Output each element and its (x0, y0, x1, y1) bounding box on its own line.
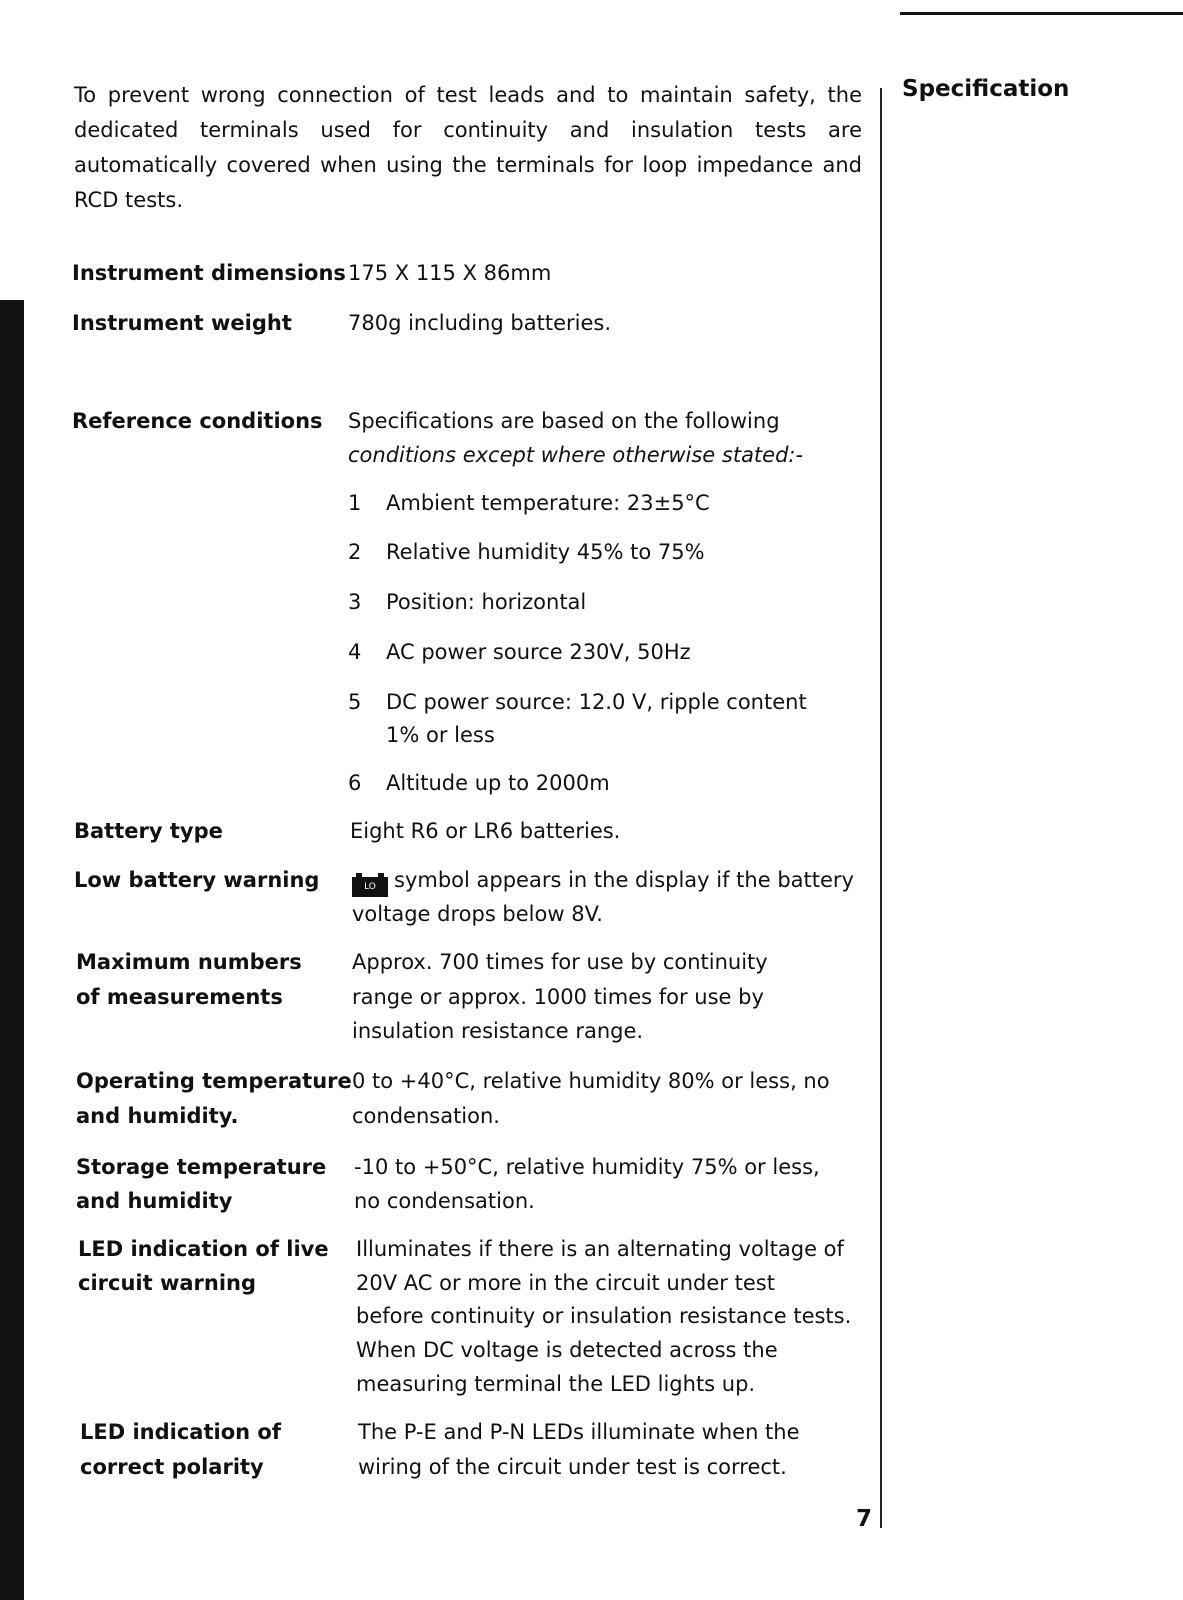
operating-line: condensation. (352, 1104, 500, 1128)
led-polarity-line: The P-E and P-N LEDs illuminate when the (358, 1420, 800, 1444)
reference-item: 1 Ambient temperature: 23±5°C (348, 491, 710, 515)
storage-label-2: and humidity (76, 1189, 233, 1213)
weight-label: Instrument weight (72, 311, 292, 335)
low-battery-label: Low battery warning (74, 868, 320, 892)
storage-line: no condensation. (354, 1189, 535, 1213)
led-live-line: Illuminates if there is an alternating voltage of (356, 1237, 844, 1261)
max-measurements-label-2: of measurements (76, 985, 283, 1009)
intro-paragraph: To prevent wrong connection of test leads and to maintain safety, the dedicated terminals used for continuity and insulation tests are automatically covered when using the terminals for loop impedance and RCD tests. (74, 83, 862, 212)
storage-line: -10 to +50°C, relative humidity 75% or less, (354, 1155, 820, 1179)
low-battery-value-2: voltage drops below 8V. (352, 902, 603, 926)
led-live-label-2: circuit warning (78, 1271, 257, 1295)
reference-label: Reference conditions (72, 409, 323, 433)
led-live-label: LED indication of live (78, 1237, 329, 1261)
battery-type-value: Eight R6 or LR6 batteries. (350, 819, 621, 843)
column-divider (880, 88, 882, 1528)
max-measurements-label: Maximum numbers (76, 950, 302, 974)
binding-edge (0, 300, 24, 1600)
led-live-line: before continuity or insulation resistance tests. (356, 1304, 852, 1328)
reference-item-continuation: 1% or less (386, 723, 495, 747)
top-rule (900, 12, 1183, 15)
low-battery-value: LO symbol appears in the display if the battery (352, 863, 854, 897)
led-live-line: measuring terminal the LED lights up. (356, 1372, 756, 1396)
reference-intro: Specifications are based on the following (348, 409, 780, 433)
reference-item: 2 Relative humidity 45% to 75% (348, 540, 705, 564)
weight-value: 780g including batteries. (348, 311, 611, 335)
reference-item: 6 Altitude up to 2000m (348, 771, 610, 795)
battery-icon: LO (352, 877, 388, 897)
dimensions-value: 175 X 115 X 86mm (348, 261, 552, 285)
reference-item: 5 DC power source: 12.0 V, ripple content (348, 690, 807, 714)
reference-item: 4 AC power source 230V, 50Hz (348, 640, 691, 664)
max-measurements-line: range or approx. 1000 times for use by (352, 985, 764, 1009)
led-polarity-line: wiring of the circuit under test is correct. (358, 1455, 787, 1479)
storage-label: Storage temperature (76, 1155, 327, 1179)
page-number: 7 (856, 1506, 873, 1532)
section-title: Specification (902, 76, 1070, 102)
operating-label-2: and humidity. (76, 1104, 239, 1128)
max-measurements-line: insulation resistance range. (352, 1019, 644, 1043)
led-polarity-label: LED indication of (80, 1420, 281, 1444)
led-polarity-label-2: correct polarity (80, 1455, 264, 1479)
operating-label: Operating temperature (76, 1069, 352, 1093)
dimensions-label: Instrument dimensions (72, 261, 346, 285)
reference-intro-2: conditions except where otherwise stated:- (348, 443, 804, 467)
reference-item: 3 Position: horizontal (348, 590, 587, 614)
battery-type-label: Battery type (74, 819, 223, 843)
max-measurements-line: Approx. 700 times for use by continuity (352, 950, 768, 974)
operating-line: 0 to +40°C, relative humidity 80% or less, no (352, 1069, 830, 1093)
led-live-line: When DC voltage is detected across the (356, 1338, 778, 1362)
led-live-line: 20V AC or more in the circuit under test (356, 1271, 775, 1295)
